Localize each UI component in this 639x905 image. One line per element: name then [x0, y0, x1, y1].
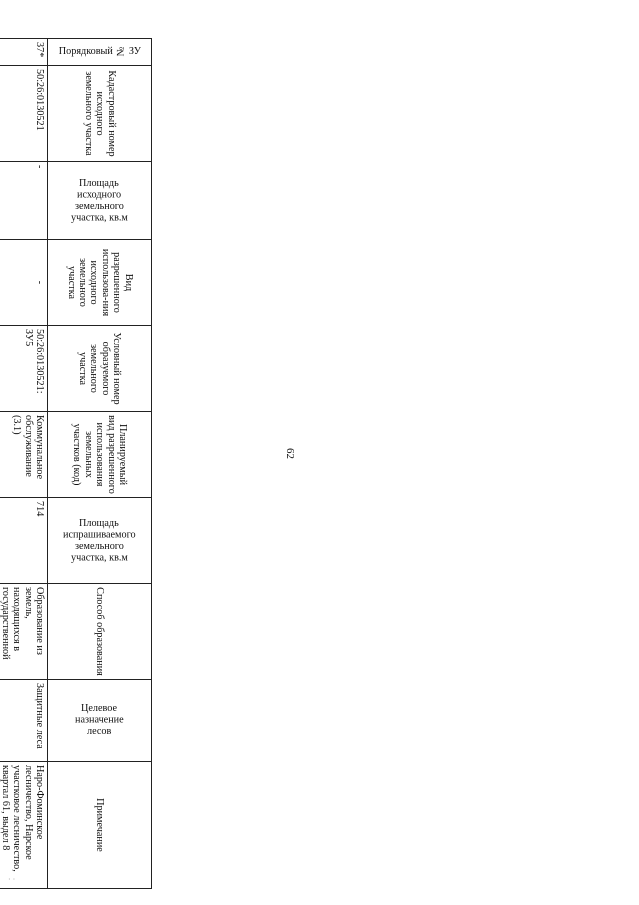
header-index: Порядковый № ЗУ — [48, 39, 152, 66]
cell-note: Наро-Фоминское лесничество, Нарское участковое лесничество, квартал 61, выдел 8 — [0, 762, 48, 889]
cell-purpose: Защитные леса — [0, 680, 48, 762]
cell-method: Образование из земель, находящихся в государственной — [0, 584, 48, 680]
cell-planned-use: Коммунальное обслуживание (3.1) — [0, 412, 48, 498]
header-row — [48, 39, 152, 889]
header-note: Примечание — [48, 762, 152, 889]
header-planned-use: Планируемый вид разрешенного использования земельных участков (код) — [48, 412, 152, 498]
cell-new-area: 714 — [0, 498, 48, 584]
cell-cond-number: 50:26:0130521: ЗУ5 — [0, 326, 48, 412]
header-source-use: Вид разрешенного использова-ния исходного земельного участка — [48, 240, 152, 326]
scan-speck: · · — [8, 875, 16, 884]
cell-index: 37* — [0, 39, 48, 66]
cell-cadastral: 50:26:0130521 — [0, 66, 48, 162]
header-purpose: Целевое назначение лесов — [48, 680, 152, 762]
header-cadastral: Кадастровый номер исходного земельного участка — [48, 66, 152, 162]
page-number: 62 — [284, 448, 296, 459]
header-source-area: Площадь исходного земельного участка, кв.м — [48, 162, 152, 240]
table-row — [0, 39, 48, 889]
land-plots-table — [0, 38, 152, 889]
cell-source-use: - — [0, 240, 48, 326]
header-method: Способ образования — [48, 584, 152, 680]
cell-source-area: - — [0, 162, 48, 240]
header-new-area: Площадь испрашиваемого земельного участка, кв.м — [48, 498, 152, 584]
header-cond-number: Условный номер образуемого земельного участка — [48, 326, 152, 412]
